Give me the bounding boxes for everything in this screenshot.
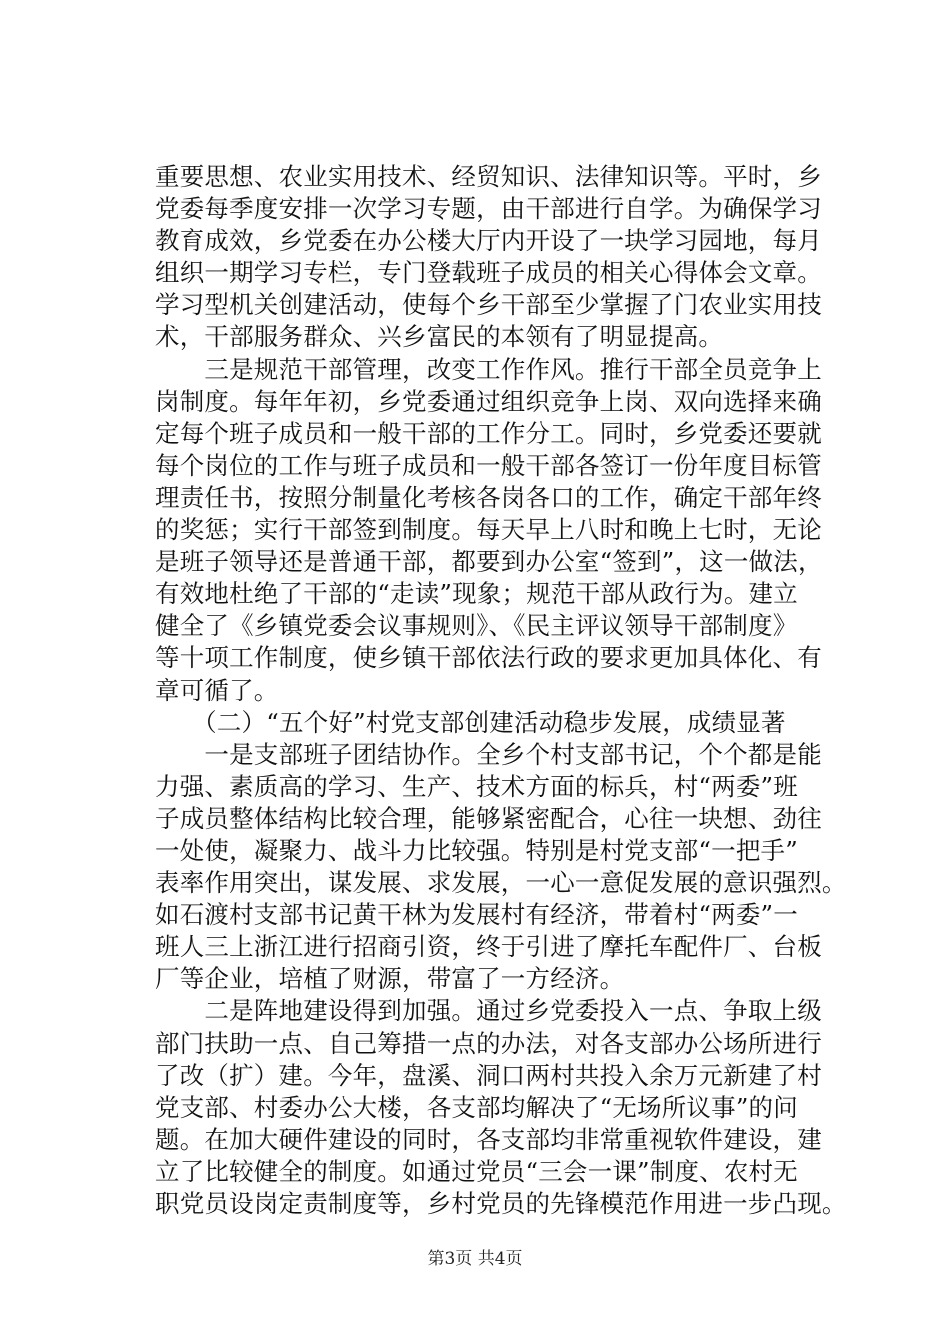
document-body [155,161,847,1220]
text-line: 是班子领导还是普通干部，都要到办公室“签到”，这一做法， [155,547,823,577]
text-line: 术，干部服务群众、兴乡富民的本领有了明显提高。 [155,322,724,352]
text-line: 二是阵地建设得到加强。通过乡党委投入一点、争取上级 [155,996,822,1026]
text-line: 职党员设岗定责制度等，乡村党员的先锋模范作用进一步凸现。 [155,1189,847,1218]
text-line: 了改（扩）建。今年，盘溪、洞口两村共投入余万元新建了村 [155,1060,822,1090]
text-line: 班人三上浙江进行招商引资，终于引进了摩托车配件厂、台板 [155,932,822,962]
text-line: 三是规范干部管理，改变工作作风。推行干部全员竞争上 [155,354,822,384]
text-line: 力强、素质高的学习、生产、技术方面的标兵，村“两委”班 [155,771,798,801]
text-line: 厂等企业，培植了财源，带富了一方经济。 [155,964,625,994]
text-line: 部门扶助一点、自己筹措一点的办法，对各支部办公场所进行 [155,1028,822,1058]
text-line: 每个岗位的工作与班子成员和一般干部各签订一份年度目标管 [155,450,822,480]
text-line: 教育成效，乡党委在办公楼大厅内开设了一块学习园地，每月 [155,226,822,256]
text-line: 子成员整体结构比较合理，能够紧密配合，心往一块想、劲往 [155,803,822,833]
text-line: 题。在加大硬件建设的同时，各支部均非常重视软件建设，建 [155,1124,822,1154]
text-line: 党委每季度安排一次学习专题，由干部进行自学。为确保学习 [155,194,822,224]
text-line: 重要思想、农业实用技术、经贸知识、法律知识等。平时，乡 [155,162,822,191]
text-line: 表率作用突出，谋发展、求发展，一心一意促发展的意识强烈。 [155,868,847,898]
text-line: 立了比较健全的制度。如通过党员“三会一课”制度、农村无 [155,1156,798,1186]
text-line: 有效地杜绝了干部的“走读”现象；规范干部从政行为。建立 [155,579,798,609]
text-line: 理责任书，按照分制量化考核各岗各口的工作，确定干部年终 [155,482,822,512]
text-line: 一是支部班子团结协作。全乡个村支部书记，个个都是能 [155,739,822,769]
text-line: 的奖惩；实行干部签到制度。每天早上八时和晚上七时，无论 [155,515,822,545]
text-line: 定每个班子成员和一般干部的工作分工。同时，乡党委还要就 [155,418,822,448]
text-line: 学习型机关创建活动，使每个乡干部至少掌握了门农业实用技 [155,290,822,320]
text-line: 党支部、村委办公大楼，各支部均解决了“无场所议事”的问 [155,1092,798,1122]
text-line: 章可循了。 [155,675,279,705]
text-line: 岗制度。每年年初，乡党委通过组织竞争上岗、双向选择来确 [155,386,822,416]
text-line: 一处使，凝聚力、战斗力比较强。特别是村党支部“一把手” [155,835,798,865]
text-line: 组织一期学习专栏，专门登载班子成员的相关心得体会文章。 [155,258,822,288]
text-line: 健全了《乡镇党委会议事规则》、《民主评议领导干部制度》 [155,611,798,641]
text-line: 等十项工作制度，使乡镇干部依法行政的要求更加具体化、有 [155,643,822,673]
page-number: 第3页 共4页 [427,1249,523,1269]
section-heading: （二）“五个好”村党支部创建活动稳步发展，成绩显著 [155,707,786,737]
text-line: 如石渡村支部书记黄干林为发展村有经济，带着村“两委”一 [155,900,798,930]
